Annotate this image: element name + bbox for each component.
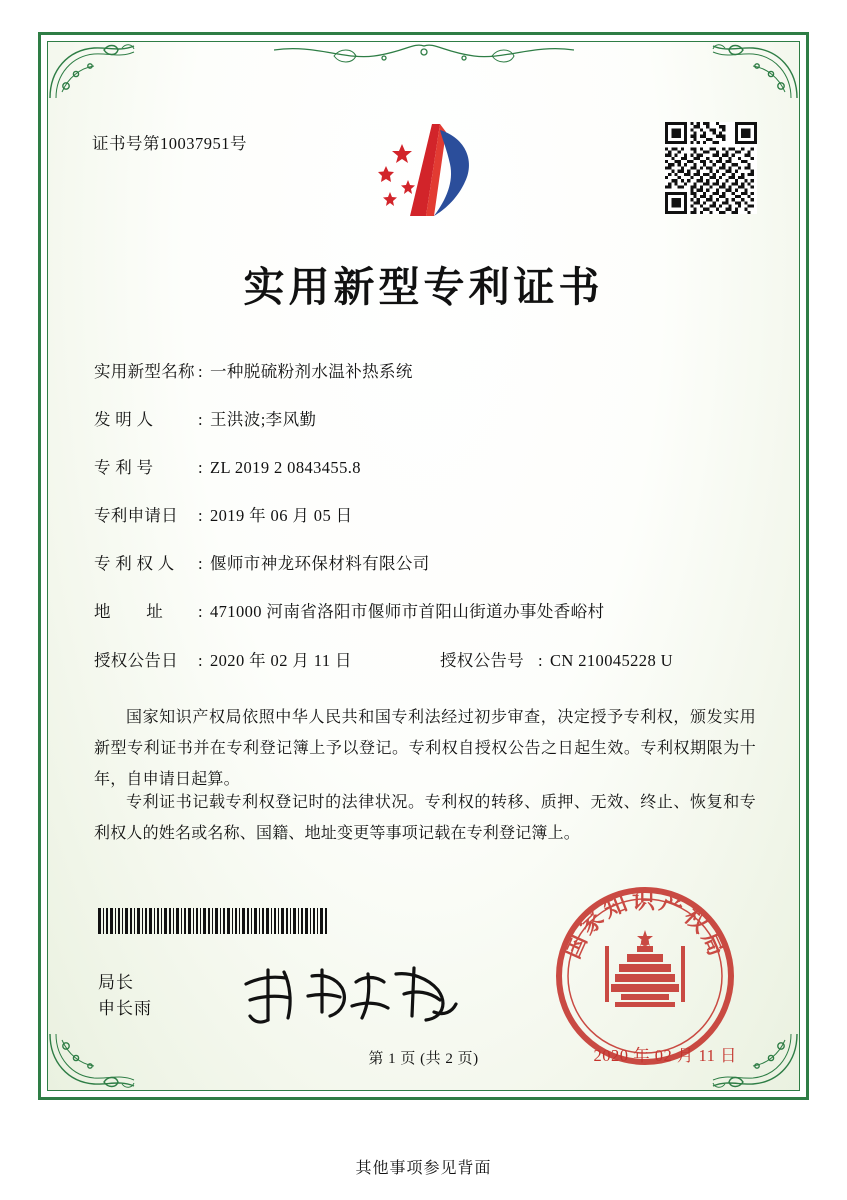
field-label: 地 址 <box>94 602 163 622</box>
field-value: 偃师市神龙环保材料有限公司 <box>210 554 430 574</box>
paragraph-text: 专利证书记载专利权登记时的法律状况。专利权的转移、质押、无效、终止、恢复和专利权人的姓名或名称、国籍、地址变更等事项记载在专利登记簿上。 <box>94 794 756 843</box>
signer-name: 申长雨 <box>98 999 152 1019</box>
seal-date: 2020 年 02 月 11 日 <box>593 1046 737 1065</box>
field-row-dual <box>94 649 754 672</box>
field-colon: : <box>198 410 203 430</box>
field-row <box>94 552 754 575</box>
field-row <box>94 504 754 527</box>
field-row <box>94 408 754 431</box>
legal-paragraph-2 <box>94 787 756 849</box>
field-list <box>94 360 754 697</box>
page-indicator: 第 1 页 (共 2 页) <box>368 1051 479 1067</box>
field-label: 授权公告日 <box>94 650 178 670</box>
field-label: 专利申请日 <box>94 506 178 526</box>
field-value: 2019 年 06 月 05 日 <box>210 506 353 526</box>
field-colon: : <box>198 650 203 670</box>
qr-code-icon <box>665 122 757 214</box>
field-colon: : <box>198 506 203 526</box>
field-colon: : <box>198 362 203 381</box>
barcode-icon <box>98 908 330 934</box>
field-label: 专 利 号 <box>94 458 154 478</box>
field-label-secondary: 授权公告号 <box>440 650 524 670</box>
field-value: 2020 年 02 月 11 日 <box>210 650 352 670</box>
certificate-content <box>48 42 799 1090</box>
legal-paragraph-1 <box>94 702 756 796</box>
field-label: 实用新型名称 <box>94 362 195 381</box>
field-label: 专 利 权 人 <box>94 554 175 574</box>
field-label: 发 明 人 <box>94 410 154 430</box>
footer-note: 其他事项参见背面 <box>355 1160 492 1177</box>
field-row <box>94 456 754 479</box>
field-colon: : <box>198 554 203 574</box>
field-value: 471000 河南省洛阳市偃师市首阳山街道办事处香峪村 <box>210 602 605 622</box>
svg-text:国家知识产权局: 国家知识产权局 <box>558 887 732 963</box>
handwritten-signature-icon <box>238 962 468 1032</box>
field-value: ZL 2019 2 0843455.8 <box>210 458 361 478</box>
signature-block <box>98 970 152 1023</box>
field-colon: : <box>198 602 203 622</box>
field-colon: : <box>198 458 203 478</box>
field-row <box>94 600 754 623</box>
field-colon: : <box>538 650 543 670</box>
signer-role: 局长 <box>98 973 134 992</box>
field-value: 王洪波;李风勤 <box>210 410 317 430</box>
field-value-secondary: CN 210045228 U <box>550 650 673 670</box>
certificate-number: 证书号第10037951号 <box>92 134 247 153</box>
page-title: 实用新型专利证书 <box>243 263 604 311</box>
field-value: 一种脱硫粉剂水温补热系统 <box>210 362 413 381</box>
cnipa-logo-icon <box>354 120 494 232</box>
field-row <box>94 360 754 383</box>
paragraph-text: 国家知识产权局依照中华人民共和国专利法经过初步审查，决定授予专利权，颁发实用新型专利证书并在专利登记簿上予以登记。专利权自授权公告之日起生效。专利权期限为十年，自申请日起算。 <box>94 709 756 789</box>
